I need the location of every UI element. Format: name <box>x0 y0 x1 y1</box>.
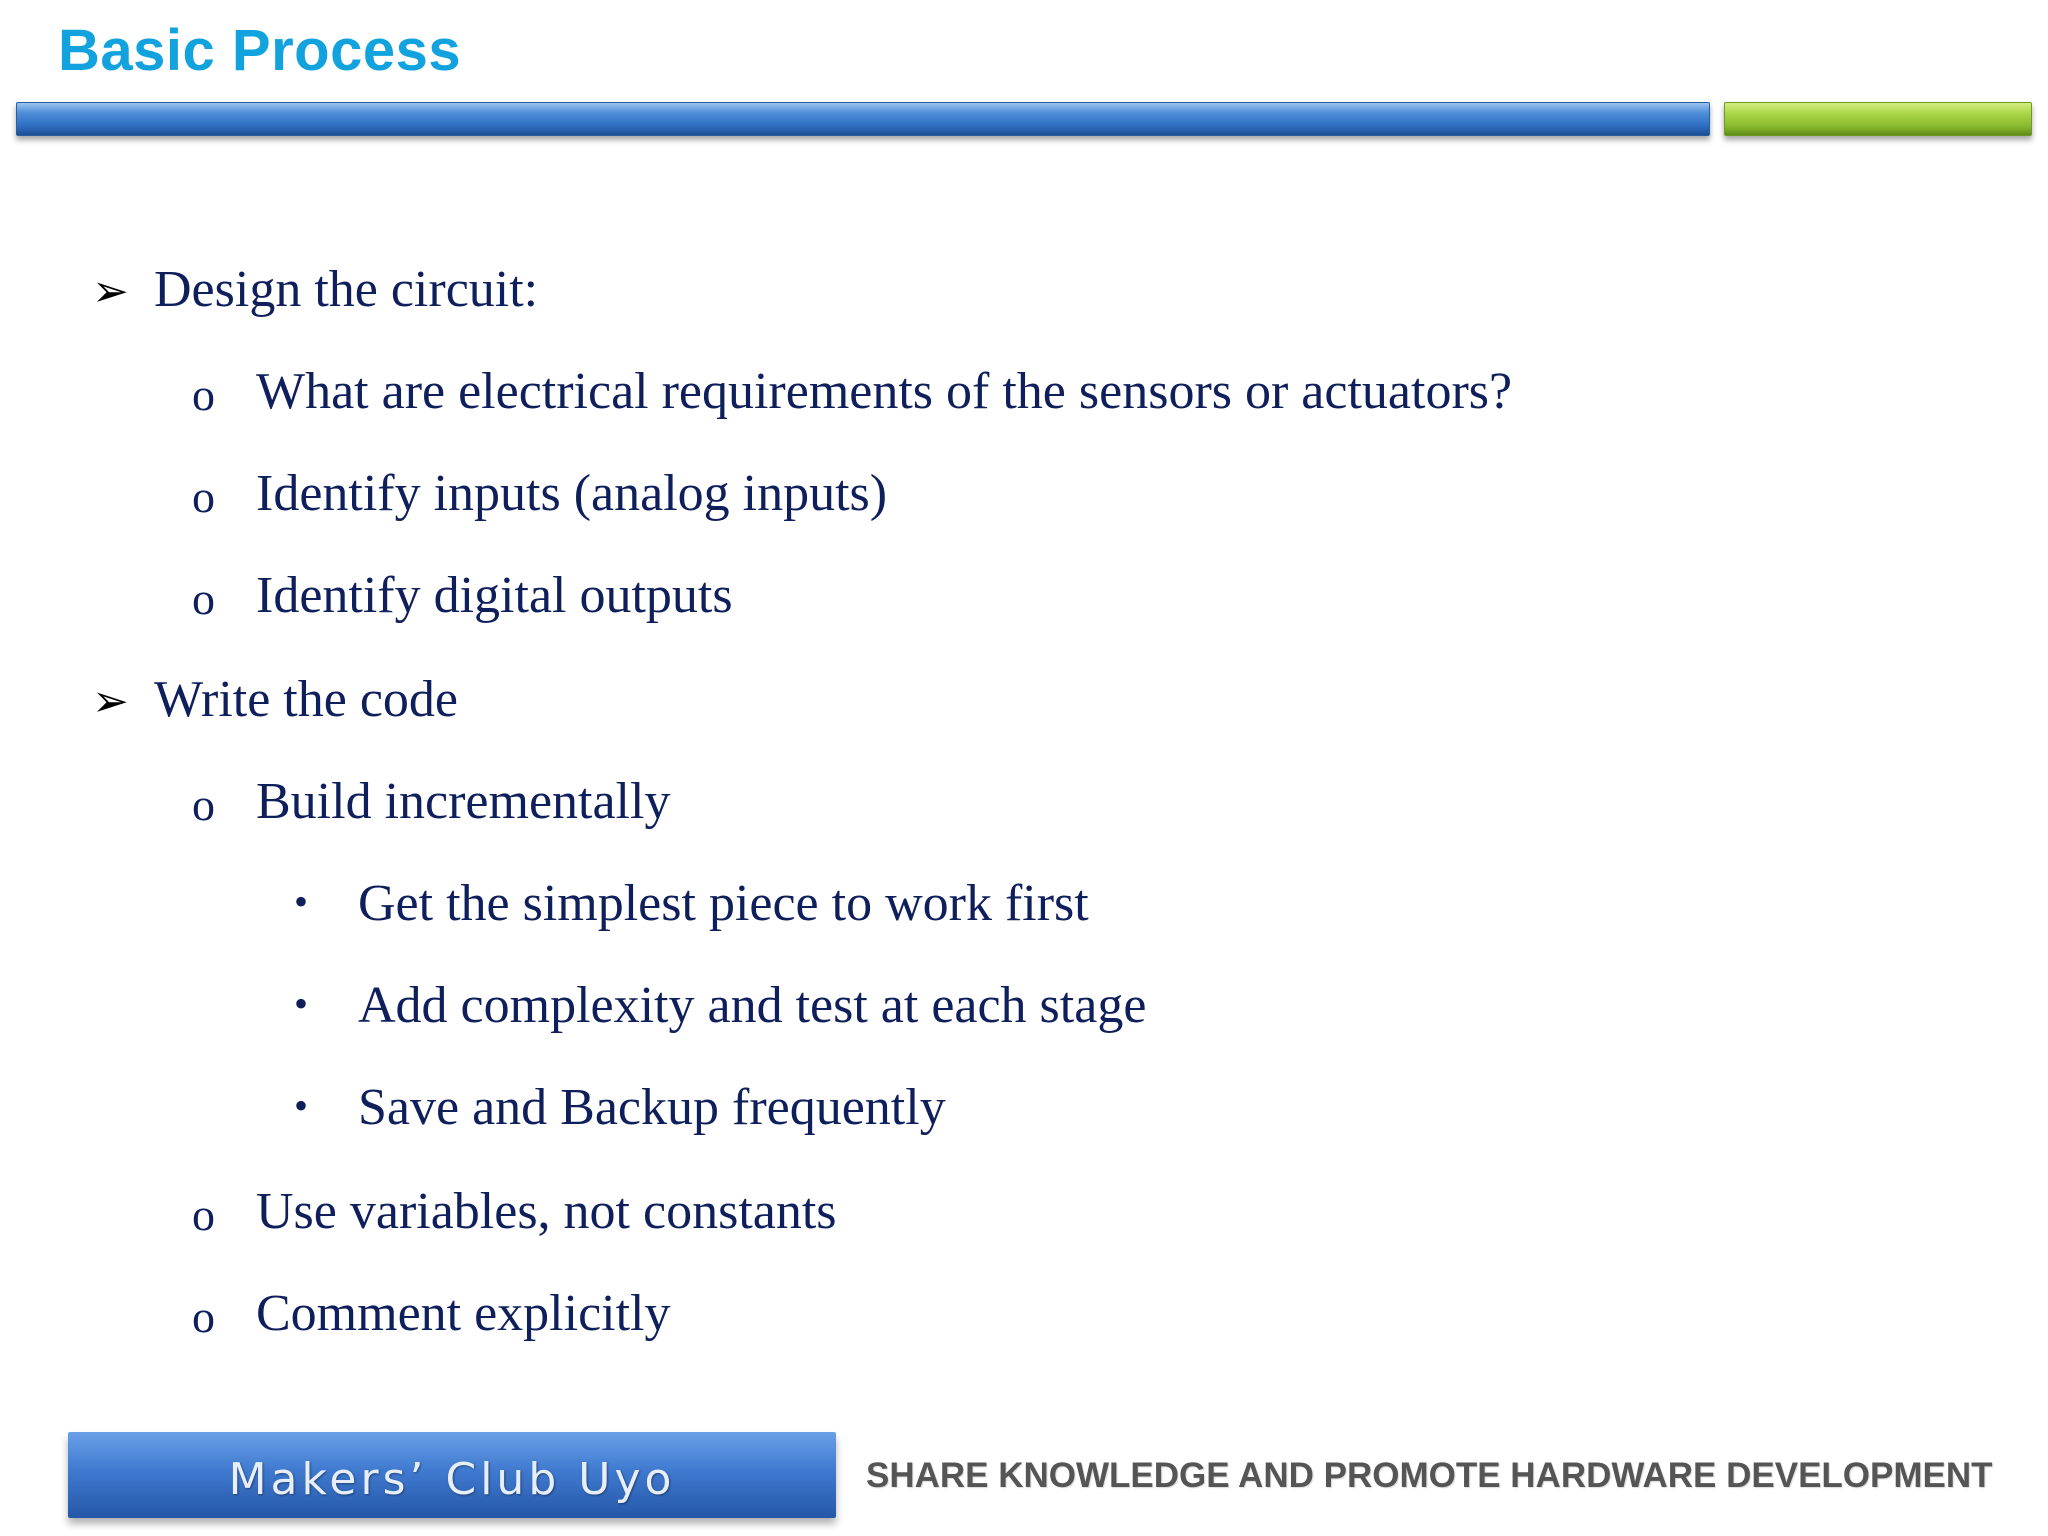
list-item-text: Get the simplest piece to work first <box>358 875 1089 932</box>
circle-bullet-icon: o <box>192 1189 215 1240</box>
list-item-text: Save and Backup frequently <box>358 1079 946 1136</box>
list-item-text: What are electrical requirements of the sensors or actuators? <box>256 363 1513 420</box>
slide-title: Basic Process <box>58 18 462 83</box>
arrow-bullet-icon: ➢ <box>92 677 129 726</box>
list-item-text: Add complexity and test at each stage <box>358 977 1147 1034</box>
footer-club-banner <box>68 1432 836 1518</box>
circle-bullet-icon: o <box>192 471 215 522</box>
circle-bullet-icon: o <box>192 779 215 830</box>
header-bar-green <box>1724 102 2032 136</box>
list-item-text: Write the code <box>154 671 458 728</box>
list-item-text: Use variables, not constants <box>256 1183 837 1240</box>
dot-bullet-icon: • <box>294 981 309 1026</box>
list-item-text: Build incrementally <box>256 773 671 830</box>
dot-bullet-icon: • <box>294 1083 309 1128</box>
dot-bullet-icon: • <box>294 879 309 924</box>
circle-bullet-icon: o <box>192 369 215 420</box>
list-item-text: Identify inputs (analog inputs) <box>256 465 888 522</box>
arrow-bullet-icon: ➢ <box>92 267 129 316</box>
list-item-text: Design the circuit: <box>154 261 539 318</box>
footer-tagline: SHARE KNOWLEDGE AND PROMOTE HARDWARE DEVELOPMENT <box>866 1456 1993 1495</box>
circle-bullet-icon: o <box>192 1291 215 1342</box>
header-bar-blue <box>16 102 1710 136</box>
circle-bullet-icon: o <box>192 573 215 624</box>
club-name: Makers’ Club Uyo <box>228 1454 676 1505</box>
list-item-text: Comment explicitly <box>256 1285 671 1342</box>
list-item-text: Identify digital outputs <box>256 567 733 624</box>
